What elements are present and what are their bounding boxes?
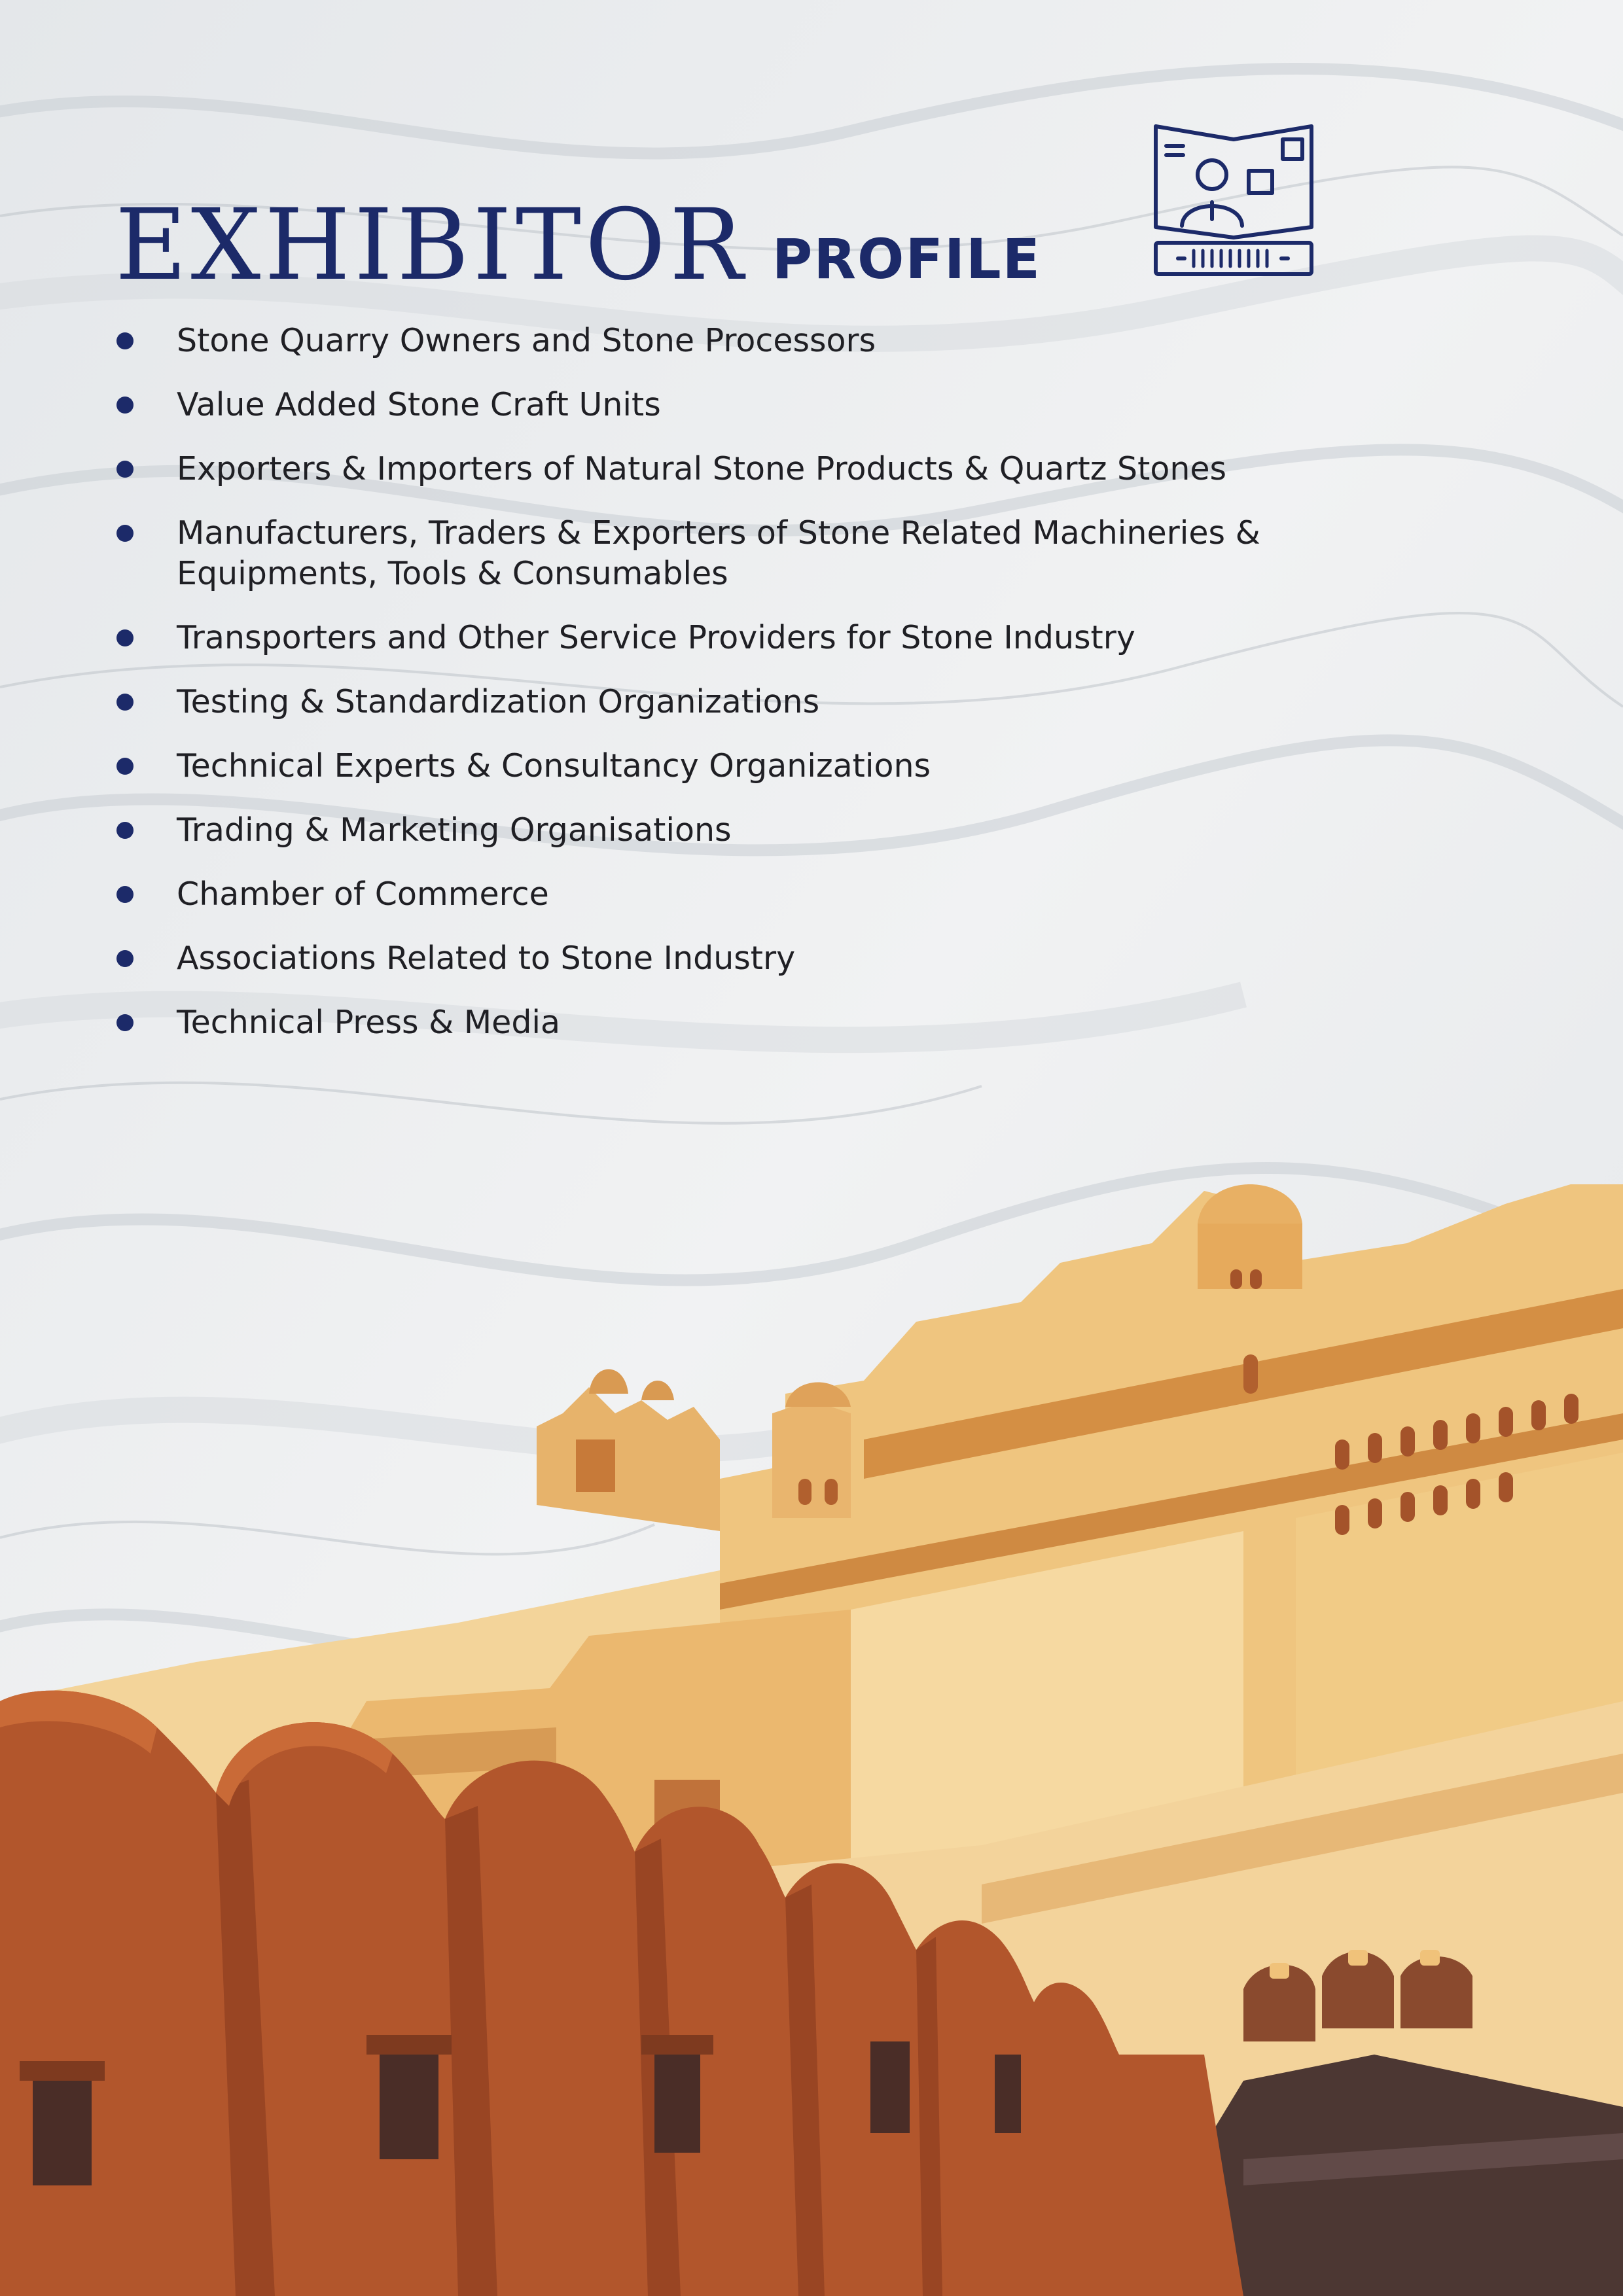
- list-item-text: Trading & Marketing Organisations: [177, 811, 732, 849]
- list-item-text: Transporters and Other Service Providers for Stone Industry: [177, 619, 1135, 656]
- list-item-text: Testing & Standardization Organizations: [177, 683, 820, 720]
- list-item: [111, 682, 1355, 722]
- title-main: EXHIBITOR: [115, 188, 747, 302]
- list-item: [111, 385, 1355, 425]
- bullet-icon: [116, 461, 134, 478]
- list-item-text: Associations Related to Stone Industry: [177, 940, 796, 977]
- bullet-icon: [116, 822, 134, 839]
- bullet-icon: [116, 886, 134, 903]
- list-item-text: Stone Quarry Owners and Stone Processors: [177, 322, 876, 359]
- list-item-text: Technical Press & Media: [177, 1004, 561, 1041]
- bullet-icon: [116, 694, 134, 711]
- title-sub: PROFILE: [772, 227, 1041, 291]
- bullet-icon: [116, 397, 134, 414]
- list-item: [111, 746, 1355, 786]
- exhibitor-list: [111, 321, 1355, 1067]
- amer-fort-illustration: [0, 1112, 1623, 2296]
- list-item: [111, 321, 1355, 361]
- list-item: [111, 810, 1355, 851]
- list-item: [111, 1002, 1355, 1043]
- bullet-icon: [116, 1014, 134, 1031]
- list-item-text: Manufacturers, Traders & Exporters of Stone Related Machineries & Equipments, Tools & Consumables: [177, 514, 1260, 592]
- bullet-icon: [116, 950, 134, 967]
- bullet-icon: [116, 758, 134, 775]
- list-item: [111, 513, 1355, 594]
- list-item-text: Technical Experts & Consultancy Organizations: [177, 747, 931, 785]
- list-item: [111, 938, 1355, 979]
- list-item: [111, 449, 1355, 489]
- list-item: [111, 874, 1355, 915]
- exhibitor-booth-icon: [1152, 121, 1315, 285]
- bullet-icon: [116, 629, 134, 646]
- title-row: [115, 188, 1041, 302]
- bullet-icon: [116, 525, 134, 542]
- list-item-text: Exporters & Importers of Natural Stone Products & Quartz Stones: [177, 450, 1227, 487]
- bullet-icon: [116, 332, 134, 349]
- list-item-text: Chamber of Commerce: [177, 875, 549, 913]
- list-item: [111, 618, 1355, 658]
- list-item-text: Value Added Stone Craft Units: [177, 386, 661, 423]
